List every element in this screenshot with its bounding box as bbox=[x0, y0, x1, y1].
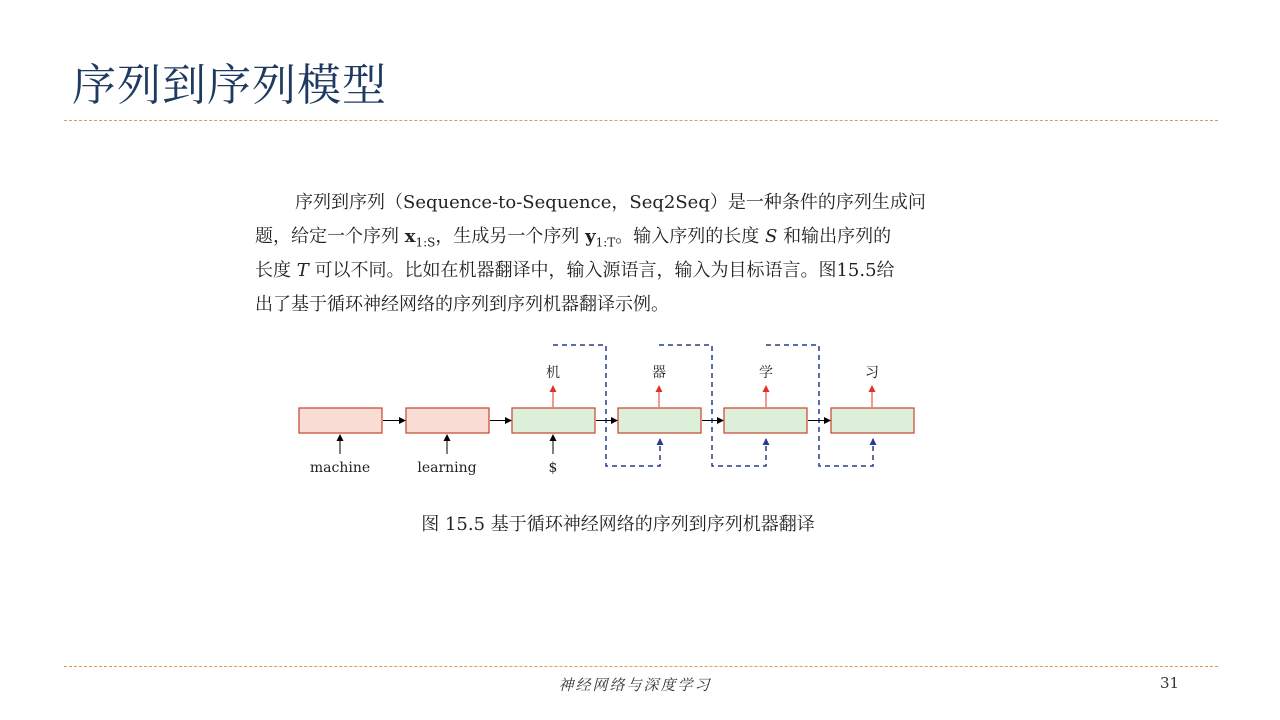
paragraph-text: 和输出序列的 bbox=[777, 226, 892, 247]
paragraph-text: 题，给定一个序列 bbox=[255, 226, 405, 247]
input-label-machine: machine bbox=[309, 460, 371, 476]
math-x-subscript: 1:S bbox=[415, 235, 436, 250]
body-paragraph bbox=[255, 186, 985, 322]
input-label-learning: learning bbox=[417, 460, 477, 476]
decoder-cell-1 bbox=[512, 408, 595, 433]
page-number: 31 bbox=[1160, 674, 1180, 692]
output-label-1: 机 bbox=[546, 365, 560, 381]
paragraph-text: ，生成另一个序列 bbox=[435, 226, 586, 247]
encoder-cell-1 bbox=[299, 408, 382, 433]
paragraph-text: 长度 bbox=[255, 260, 297, 281]
decoder-cell-3 bbox=[724, 408, 807, 433]
paragraph-line-1: 序列到序列（Sequence-to-Sequence，Seq2Seq）是一种条件的序列生成问 bbox=[295, 192, 926, 213]
footer-divider bbox=[64, 666, 1218, 667]
output-label-4: 习 bbox=[865, 365, 879, 381]
paragraph-line-2 bbox=[255, 220, 985, 254]
title-divider bbox=[64, 120, 1218, 121]
paragraph-text: 。输入序列的长度 bbox=[615, 226, 765, 247]
paragraph-line-3 bbox=[255, 254, 985, 288]
slide-title: 序列到序列模型 bbox=[72, 60, 387, 111]
seq2seq-diagram bbox=[290, 336, 930, 486]
footer-title: 神经网络与深度学习 bbox=[558, 676, 712, 694]
math-S: S bbox=[765, 226, 778, 247]
decoder-cell-4 bbox=[831, 408, 914, 433]
start-token-label: $ bbox=[548, 460, 558, 476]
math-y-subscript: 1:T bbox=[595, 235, 616, 250]
math-x: x bbox=[404, 226, 416, 247]
math-T: T bbox=[296, 260, 309, 281]
feedback-path-1 bbox=[553, 345, 660, 466]
math-y: y bbox=[585, 226, 596, 247]
decoder-cell-2 bbox=[618, 408, 701, 433]
output-label-2: 器 bbox=[652, 365, 666, 381]
paragraph-line-4: 出了基于循环神经网络的序列到序列机器翻译示例。 bbox=[255, 294, 669, 315]
figure-caption: 图 15.5 基于循环神经网络的序列到序列机器翻译 bbox=[421, 514, 815, 535]
encoder-cell-2 bbox=[406, 408, 489, 433]
output-label-3: 学 bbox=[759, 365, 773, 381]
paragraph-text: 可以不同。比如在机器翻译中，输入源语言，输入为目标语言。图15.5给 bbox=[308, 260, 895, 281]
feedback-path-3 bbox=[766, 345, 873, 466]
feedback-path-2 bbox=[659, 345, 766, 466]
